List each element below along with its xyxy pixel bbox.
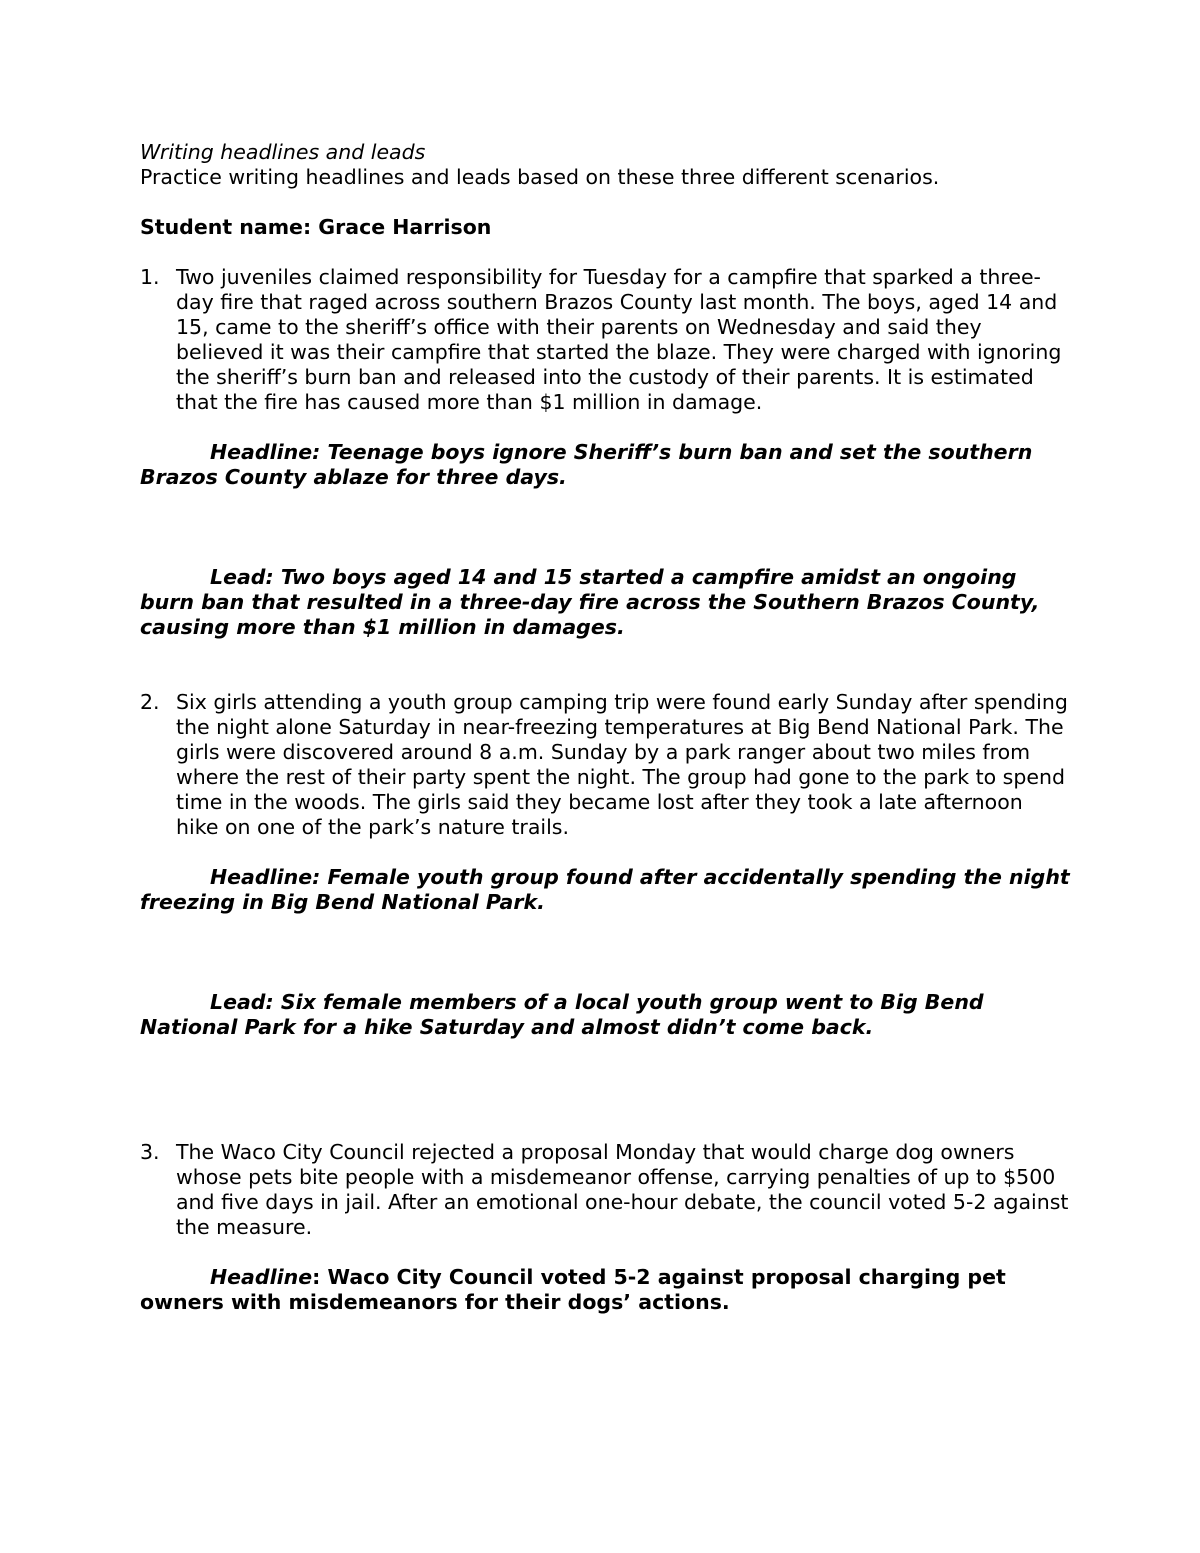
headline-text: Female youth group found after accidentally spending the night freezing in Big Bend National Park.: [140, 865, 1070, 914]
scenario-2: [140, 690, 1070, 840]
lead-label: Lead:: [210, 565, 274, 589]
headline-text: : Waco City Council voted 5-2 against proposal charging pet owners with misdemeanors for their dogs’ actions.: [140, 1265, 1006, 1314]
lead-text: Two boys aged 14 and 15 started a campfire amidst an ongoing burn ban that resulted in a three-day fire across the Southern Brazos County, causing more than $1 million in damages.: [140, 565, 1040, 639]
headline-label: Headline:: [210, 440, 321, 464]
scenario-number: 3.: [140, 1140, 160, 1164]
headline-3: [140, 1265, 1070, 1315]
lead-2: [140, 990, 1070, 1040]
lead-label: Lead:: [210, 990, 274, 1014]
lead-text: Six female members of a local youth group went to Big Bend National Park for a hike Saturday and almost didn’t come back.: [140, 990, 984, 1039]
scenario-1: [140, 265, 1070, 415]
lead-1: [140, 565, 1070, 640]
student-name: Student name: Grace Harrison: [140, 215, 492, 239]
headline-text: Teenage boys ignore Sheriff’s burn ban and set the southern Brazos County ablaze for three days.: [140, 440, 1033, 489]
scenario-text: Two juveniles claimed responsibility for Tuesday for a campfire that sparked a three-day fire that raged across southern Brazos County last month. The boys, aged 14 and 15, came to the sheriff’s office with their parents on Wednesday and said they believed it was their campfire that started the blaze. They were charged with ignoring the sheriff’s burn ban and released into the custody of their parents. It is estimated that the fire has caused more than $1 million in damage.: [176, 265, 1062, 414]
headline-label: Headline:: [210, 865, 321, 889]
document-instructions: Practice writing headlines and leads based on these three different scenarios.: [140, 165, 940, 189]
scenario-text: The Waco City Council rejected a proposal Monday that would charge dog owners whose pets bite people with a misdemeanor offense, carrying penalties of up to $500 and five days in jail. After an emotional one-hour debate, the council voted 5-2 against the measure.: [176, 1140, 1069, 1239]
headline-1: [140, 440, 1070, 490]
scenario-number: 2.: [140, 690, 160, 714]
document-title: Writing headlines and leads: [140, 140, 426, 164]
scenario-3: [140, 1140, 1070, 1240]
headline-label: Headline: [210, 1265, 313, 1289]
scenario-text: Six girls attending a youth group camping trip were found early Sunday after spending the night alone Saturday in near-freezing temperatures at Big Bend National Park. The girls were discovered around 8 a.m. Sunday by a park ranger about two miles from where the rest of their party spent the night. The group had gone to the park to spend time in the woods. The girls said they became lost after they took a late afternoon hike on one of the park’s nature trails.: [176, 690, 1068, 839]
scenario-number: 1.: [140, 265, 160, 289]
document-page: [140, 140, 1070, 1315]
headline-2: [140, 865, 1070, 915]
